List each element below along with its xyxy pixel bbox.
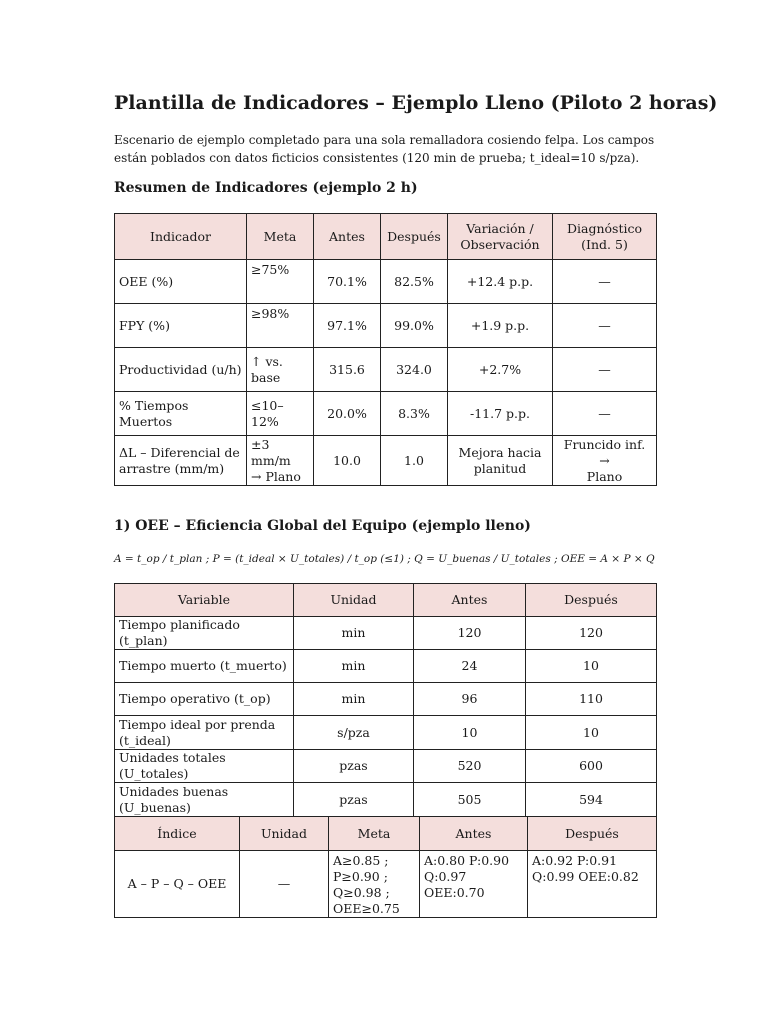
table-cell: 20.0% — [314, 392, 381, 436]
table-cell: 120 — [414, 617, 526, 650]
table-cell: 96 — [414, 683, 526, 716]
table-cell: min — [294, 683, 414, 716]
table-cell: 315.6 — [314, 348, 381, 392]
table-cell: ±3 mm/m → Plano — [247, 436, 314, 486]
table-cell: min — [294, 617, 414, 650]
table-cell: A:0.92 P:0.91 Q:0.99 OEE:0.82 — [528, 851, 657, 918]
table-cell: pzas — [294, 750, 414, 783]
page-title: Plantilla de Indicadores – Ejemplo Lleno (Piloto 2 horas) — [114, 92, 718, 114]
table-cell: Mejora hacia planitud — [448, 436, 553, 486]
table-cell: +1.9 p.p. — [448, 304, 553, 348]
oee-variables-table — [114, 583, 657, 817]
summary-header-cell: Meta — [247, 214, 314, 260]
table-cell: Tiempo ideal por prenda (t_ideal) — [115, 716, 294, 750]
oee-header-cell: Después — [526, 584, 657, 617]
table-cell: Productividad (u/h) — [115, 348, 247, 392]
summary-table — [114, 213, 657, 486]
table-cell: 520 — [414, 750, 526, 783]
summary-heading: Resumen de Indicadores (ejemplo 2 h) — [114, 180, 418, 196]
summary-header-row — [115, 214, 657, 260]
table-cell: — — [553, 392, 657, 436]
table-cell: -11.7 p.p. — [448, 392, 553, 436]
table-cell: 110 — [526, 683, 657, 716]
table-row — [115, 750, 657, 783]
table-row — [115, 348, 657, 392]
oee-formula: A = t_op / t_plan ; P = (t_ideal × U_totales) / t_op (≤1) ; Q = U_buenas / U_totales ; OEE = A × P × Q — [114, 553, 655, 565]
table-cell: +2.7% — [448, 348, 553, 392]
oee-header-cell: Variable — [115, 584, 294, 617]
table-cell: 594 — [526, 783, 657, 817]
table-cell: 82.5% — [381, 260, 448, 304]
table-cell: Fruncido inf. → Plano — [553, 436, 657, 486]
table-cell: — — [553, 304, 657, 348]
table-cell: 10 — [414, 716, 526, 750]
summary-header-cell: Después — [381, 214, 448, 260]
table-cell: pzas — [294, 783, 414, 817]
table-cell: 324.0 — [381, 348, 448, 392]
table-cell: 10.0 — [314, 436, 381, 486]
oee-header-row — [115, 584, 657, 617]
table-cell: A≥0.85 ; P≥0.90 ; Q≥0.98 ; OEE≥0.75 — [329, 851, 420, 918]
table-cell: 97.1% — [314, 304, 381, 348]
table-cell: Tiempo operativo (t_op) — [115, 683, 294, 716]
table-row — [115, 260, 657, 304]
table-cell: Tiempo planificado (t_plan) — [115, 617, 294, 650]
oee-index-header-cell: Meta — [329, 817, 420, 851]
table-cell: A:0.80 P:0.90 Q:0.97 OEE:0.70 — [420, 851, 528, 918]
table-cell: — — [553, 260, 657, 304]
table-cell: 120 — [526, 617, 657, 650]
summary-header-cell: Antes — [314, 214, 381, 260]
table-cell: 10 — [526, 650, 657, 683]
table-cell: ≥98% — [247, 304, 314, 348]
table-cell: FPY (%) — [115, 304, 247, 348]
table-cell: 70.1% — [314, 260, 381, 304]
summary-header-cell: Diagnóstico (Ind. 5) — [553, 214, 657, 260]
table-cell: Tiempo muerto (t_muerto) — [115, 650, 294, 683]
table-cell: Unidades totales (U_totales) — [115, 750, 294, 783]
summary-header-cell: Indicador — [115, 214, 247, 260]
oee-heading: 1) OEE – Eficiencia Global del Equipo (ejemplo lleno) — [114, 518, 531, 534]
table-cell: +12.4 p.p. — [448, 260, 553, 304]
table-cell: 1.0 — [381, 436, 448, 486]
table-row — [115, 851, 657, 918]
table-cell: 10 — [526, 716, 657, 750]
table-row — [115, 716, 657, 750]
table-cell: min — [294, 650, 414, 683]
oee-index-header-cell: Antes — [420, 817, 528, 851]
table-cell: ≤10– 12% — [247, 392, 314, 436]
oee-index-header-row — [115, 817, 657, 851]
table-row — [115, 683, 657, 716]
intro-paragraph: Escenario de ejemplo completado para una sola remalladora cosiendo felpa. Los campos están poblados con datos ficticios consistentes (120 min de prueba; t_ideal=10 s/pza). — [114, 133, 655, 165]
oee-header-cell: Antes — [414, 584, 526, 617]
table-row — [115, 650, 657, 683]
table-cell: s/pza — [294, 716, 414, 750]
table-row — [115, 392, 657, 436]
summary-header-cell: Variación / Observación — [448, 214, 553, 260]
table-cell: 505 — [414, 783, 526, 817]
oee-index-table — [114, 816, 657, 918]
table-row — [115, 436, 657, 486]
table-cell: % Tiempos Muertos — [115, 392, 247, 436]
oee-index-header-cell: Índice — [115, 817, 240, 851]
oee-index-header-cell: Unidad — [240, 817, 329, 851]
table-cell: Unidades buenas (U_buenas) — [115, 783, 294, 817]
table-cell: — — [240, 851, 329, 918]
table-row — [115, 783, 657, 817]
table-cell: ↑ vs. base — [247, 348, 314, 392]
table-cell: 99.0% — [381, 304, 448, 348]
table-cell: 24 — [414, 650, 526, 683]
table-cell: 8.3% — [381, 392, 448, 436]
table-cell: ΔL – Diferencial de arrastre (mm/m) — [115, 436, 247, 486]
table-cell: A – P – Q – OEE — [115, 851, 240, 918]
table-cell: ≥75% — [247, 260, 314, 304]
oee-index-header-cell: Después — [528, 817, 657, 851]
table-row — [115, 304, 657, 348]
table-cell: 600 — [526, 750, 657, 783]
table-row — [115, 617, 657, 650]
table-cell: — — [553, 348, 657, 392]
oee-header-cell: Unidad — [294, 584, 414, 617]
table-cell: OEE (%) — [115, 260, 247, 304]
